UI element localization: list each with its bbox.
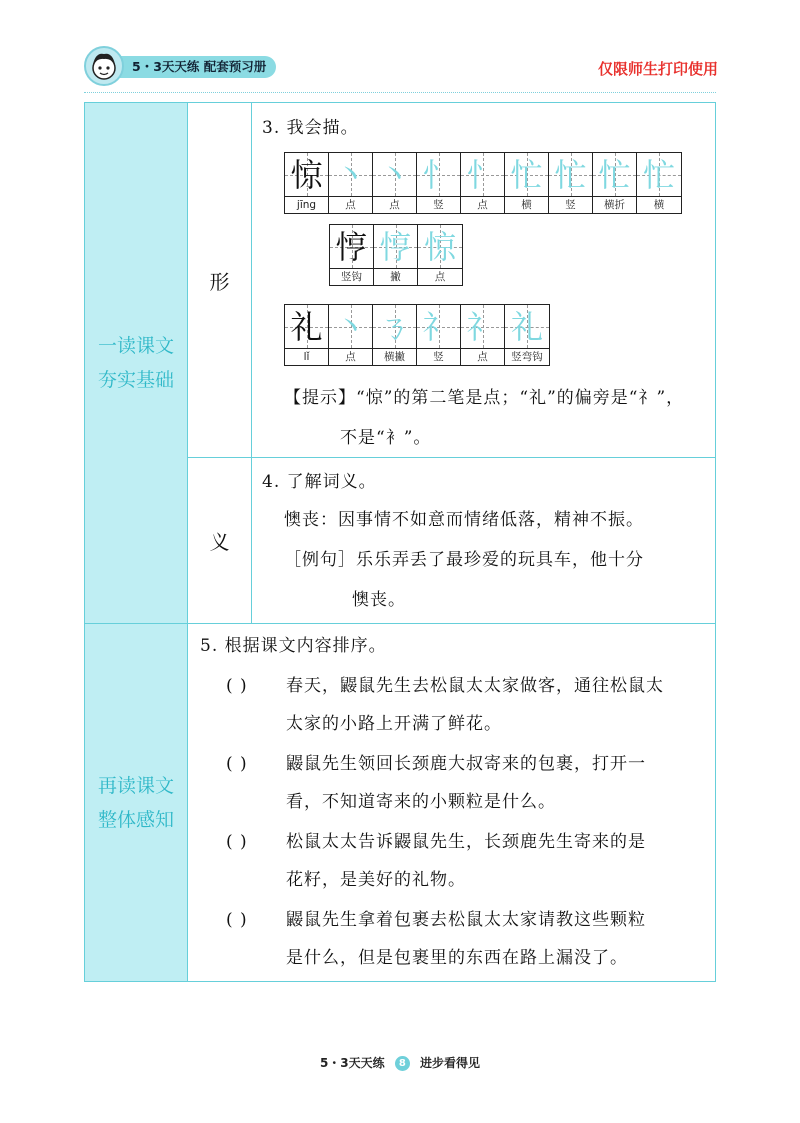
yi-label bbox=[187, 457, 252, 624]
stroke-name: 横撇 bbox=[384, 351, 405, 363]
stroke-grid-jing-row1 bbox=[284, 152, 682, 214]
trace-character[interactable]: 忙 bbox=[598, 156, 631, 194]
tip-line1: 【提示】“惊”的第二笔是点；“礼”的偏旁是“礻”， bbox=[284, 388, 685, 408]
example-line1: ［例句］乐乐弄丢了最珍爱的玩具车，他十分 bbox=[284, 550, 644, 570]
trace-character[interactable]: 忙 bbox=[510, 156, 543, 194]
sort-item-line2: 太家的小路上开满了鲜花。 bbox=[286, 714, 502, 734]
stroke-grid-jing-row2 bbox=[329, 224, 463, 286]
tip-line2: 不是“衤”。 bbox=[340, 428, 432, 448]
q4-title: 4. 了解词义。 bbox=[262, 472, 377, 492]
stroke-name: 竖 bbox=[433, 351, 444, 363]
trace-character[interactable]: 丶 bbox=[334, 156, 367, 194]
stroke-name: 横折 bbox=[604, 199, 625, 211]
stroke-cell bbox=[330, 225, 374, 285]
stroke-cell bbox=[373, 153, 417, 213]
sort-item-line2: 看，不知道寄来的小颗粒是什么。 bbox=[286, 792, 556, 812]
stroke-cell bbox=[329, 153, 373, 213]
answer-bracket[interactable]: ( ) bbox=[226, 754, 248, 774]
stroke-name: 横 bbox=[521, 199, 532, 211]
q3-title: 3. 我会描。 bbox=[262, 118, 359, 138]
sort-item-line1: 松鼠太太告诉鼹鼠先生，长颈鹿先生寄来的是 bbox=[286, 832, 646, 852]
pinyin-label: 竖钩 bbox=[341, 271, 362, 283]
answer-bracket[interactable]: ( ) bbox=[226, 676, 248, 696]
model-character: 礼 bbox=[290, 308, 323, 346]
section2-label bbox=[84, 623, 188, 982]
answer-bracket[interactable]: ( ) bbox=[226, 832, 248, 852]
trace-character[interactable]: 悙 bbox=[379, 228, 412, 266]
stroke-name: 点 bbox=[477, 351, 488, 363]
stroke-name: 点 bbox=[434, 271, 446, 283]
stroke-name: 点 bbox=[345, 199, 356, 211]
xing-label bbox=[187, 102, 252, 458]
page-number: 8 bbox=[395, 1056, 410, 1071]
stroke-cell bbox=[461, 153, 505, 213]
trace-character[interactable]: 丶 bbox=[378, 156, 411, 194]
section2-label-line2: 整体感知 bbox=[97, 808, 174, 831]
series-label: 5・3天天练 配套预习册 bbox=[108, 56, 276, 78]
answer-bracket[interactable]: ( ) bbox=[226, 910, 248, 930]
xing-label-text: 形 bbox=[209, 269, 230, 294]
yi-label-text: 义 bbox=[209, 530, 230, 554]
section1-label-line1: 一读课文 bbox=[97, 335, 174, 357]
sort-item-line1: 春天，鼹鼠先生去松鼠太太家做客，通往松鼠太 bbox=[286, 676, 664, 696]
pinyin-label: lǐ bbox=[303, 351, 310, 363]
stroke-cell bbox=[373, 305, 417, 365]
cartoon-boy-icon bbox=[84, 46, 124, 86]
trace-character[interactable]: 忄 bbox=[466, 156, 499, 194]
definition: 懊丧：因事情不如意而情绪低落，精神不振。 bbox=[284, 510, 644, 530]
sort-item-line1: 鼹鼠先生领回长颈鹿大叔寄来的包裹，打开一 bbox=[286, 754, 646, 774]
section1-label bbox=[84, 102, 188, 624]
stroke-name: 竖 bbox=[565, 199, 576, 211]
stroke-grid-li bbox=[284, 304, 550, 366]
q5-title: 5. 根据课文内容排序。 bbox=[200, 636, 387, 656]
footer-series: 5・3天天练 bbox=[319, 1056, 385, 1070]
stroke-cell bbox=[637, 153, 681, 213]
stroke-cell bbox=[285, 305, 329, 365]
stroke-cell bbox=[418, 225, 462, 285]
print-notice: 仅限师生打印使用 bbox=[597, 60, 718, 78]
stroke-name: 竖 bbox=[433, 199, 444, 211]
stroke-name: 点 bbox=[345, 351, 356, 363]
trace-character[interactable]: 丶 bbox=[334, 308, 367, 346]
trace-character[interactable]: ㄋ bbox=[378, 308, 411, 346]
section1-label-line2: 夯实基础 bbox=[97, 369, 174, 391]
sort-item-line2: 是什么，但是包裹里的东西在路上漏没了。 bbox=[286, 948, 628, 968]
stroke-cell bbox=[417, 305, 461, 365]
stroke-name: 撇 bbox=[390, 271, 401, 283]
page-footer bbox=[0, 1054, 800, 1071]
sort-item-line1: 鼹鼠先生拿着包裹去松鼠太太家请教这些颗粒 bbox=[286, 910, 646, 930]
stroke-cell bbox=[329, 305, 373, 365]
sort-item-line2: 花籽，是美好的礼物。 bbox=[286, 870, 466, 890]
stroke-cell bbox=[461, 305, 505, 365]
trace-character[interactable]: 礻 bbox=[466, 308, 499, 346]
stroke-cell bbox=[505, 153, 549, 213]
trace-character[interactable]: 忙 bbox=[554, 156, 587, 194]
stroke-cell bbox=[285, 153, 329, 213]
stroke-cell bbox=[549, 153, 593, 213]
stroke-cell bbox=[505, 305, 549, 365]
pinyin-label: jīng bbox=[296, 199, 317, 211]
model-character: 悙 bbox=[335, 228, 368, 266]
header-divider bbox=[84, 92, 716, 93]
stroke-cell bbox=[374, 225, 418, 285]
trace-character[interactable]: 惊 bbox=[423, 228, 456, 266]
stroke-name: 竖弯钩 bbox=[511, 351, 543, 363]
section2-label-line1: 再读课文 bbox=[97, 774, 174, 797]
stroke-name: 点 bbox=[389, 199, 400, 211]
trace-character[interactable]: 忄 bbox=[422, 156, 455, 194]
footer-slogan: 进步看得见 bbox=[420, 1056, 481, 1070]
trace-character[interactable]: 忙 bbox=[642, 156, 675, 194]
stroke-name: 点 bbox=[477, 199, 488, 211]
trace-character[interactable]: 礻 bbox=[422, 308, 455, 346]
stroke-cell bbox=[593, 153, 637, 213]
stroke-cell bbox=[417, 153, 461, 213]
trace-character[interactable]: 礼 bbox=[510, 308, 543, 346]
stroke-name: 横 bbox=[653, 199, 665, 211]
model-character: 惊 bbox=[290, 156, 323, 194]
example-line2: 懊丧。 bbox=[352, 590, 406, 610]
